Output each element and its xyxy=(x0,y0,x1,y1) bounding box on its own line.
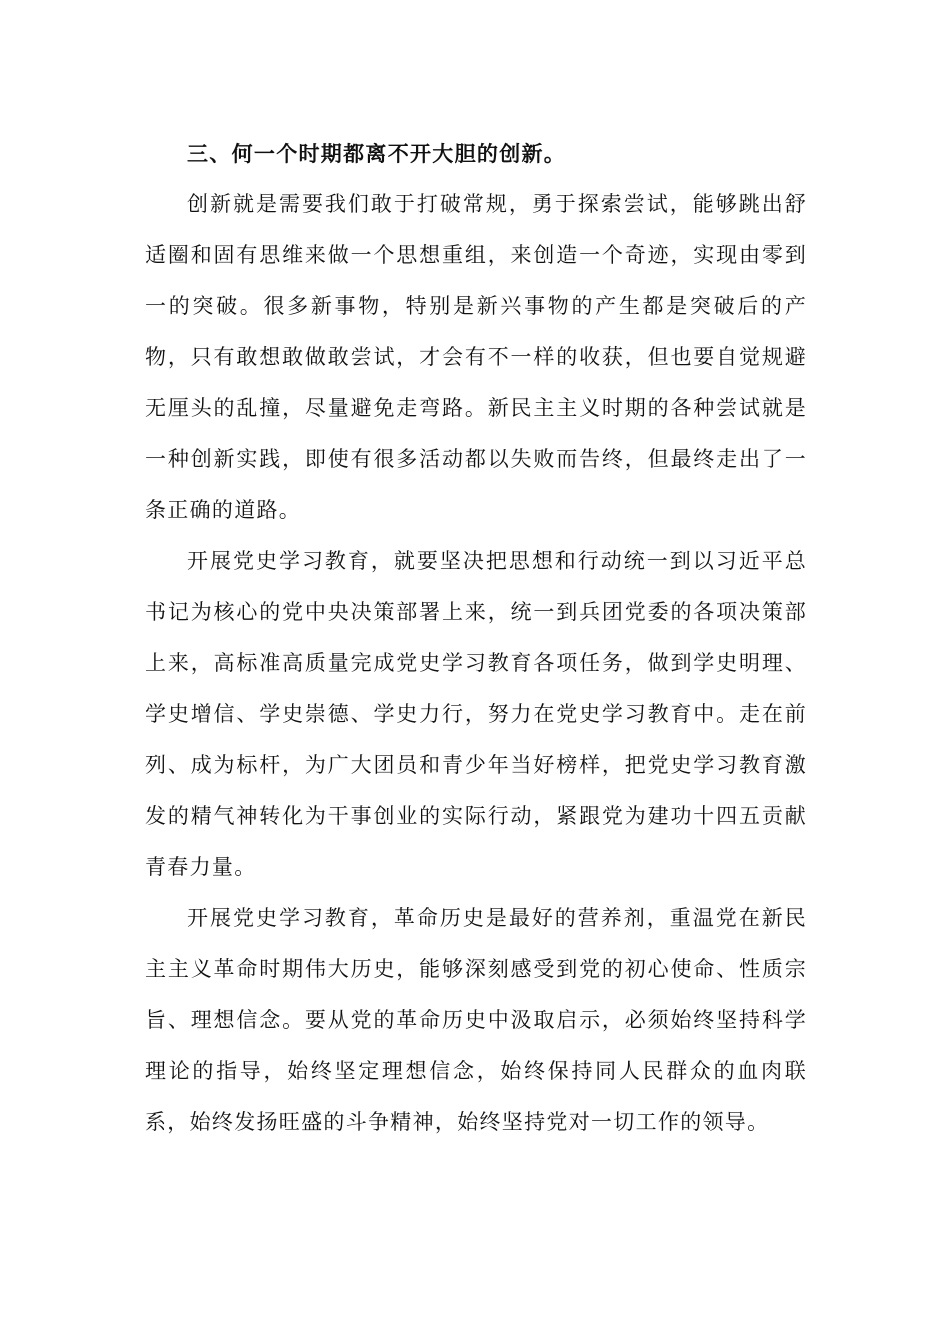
paragraph-revolutionary-history: 开展党史学习教育，革命历史是最好的营养剂，重温党在新民主主义革命时期伟大历史，能够深刻感受到党的初心使命、性质宗旨、理想信念。要从党的革命历史中汲取启示，必须始终坚持科学理论的指导，始终坚定理想信念，始终保持同人民群众的血肉联系，始终发扬旺盛的斗争精神，始终坚持党对一切工作的领导。 xyxy=(145,906,807,1134)
paragraph-innovation: 创新就是需要我们敢于打破常规，勇于探索尝试，能够跳出舒适圈和固有思维来做一个思想重组，来创造一个奇迹，实现由零到一的突破。很多新事物，特别是新兴事物的产生都是突破后的产物，只有敢想敢做敢尝试，才会有不一样的收获，但也要自觉规避无厘头的乱撞，尽量避免走弯路。新民主主义时期的各种尝试就是一种创新实践，即使有很多活动都以失败而告终，但最终走出了一条正确的道路。 xyxy=(145,192,807,522)
paragraph-party-history-education: 开展党史学习教育，就要坚决把思想和行动统一到以习近平总书记为核心的党中央决策部署上来，统一到兵团党委的各项决策部上来，高标准高质量完成党史学习教育各项任务，做到学史明理、学史增信、学史崇德、学史力行，努力在党史学习教育中。走在前列、成为标杆，为广大团员和青少年当好榜样，把党史学习教育激发的精气神转化为干事创业的实际行动，紧跟党为建功十四五贡献青春力量。 xyxy=(145,549,807,879)
section-heading: 三、何一个时期都离不开大胆的创新。 xyxy=(187,141,567,166)
document-body xyxy=(145,128,807,1148)
